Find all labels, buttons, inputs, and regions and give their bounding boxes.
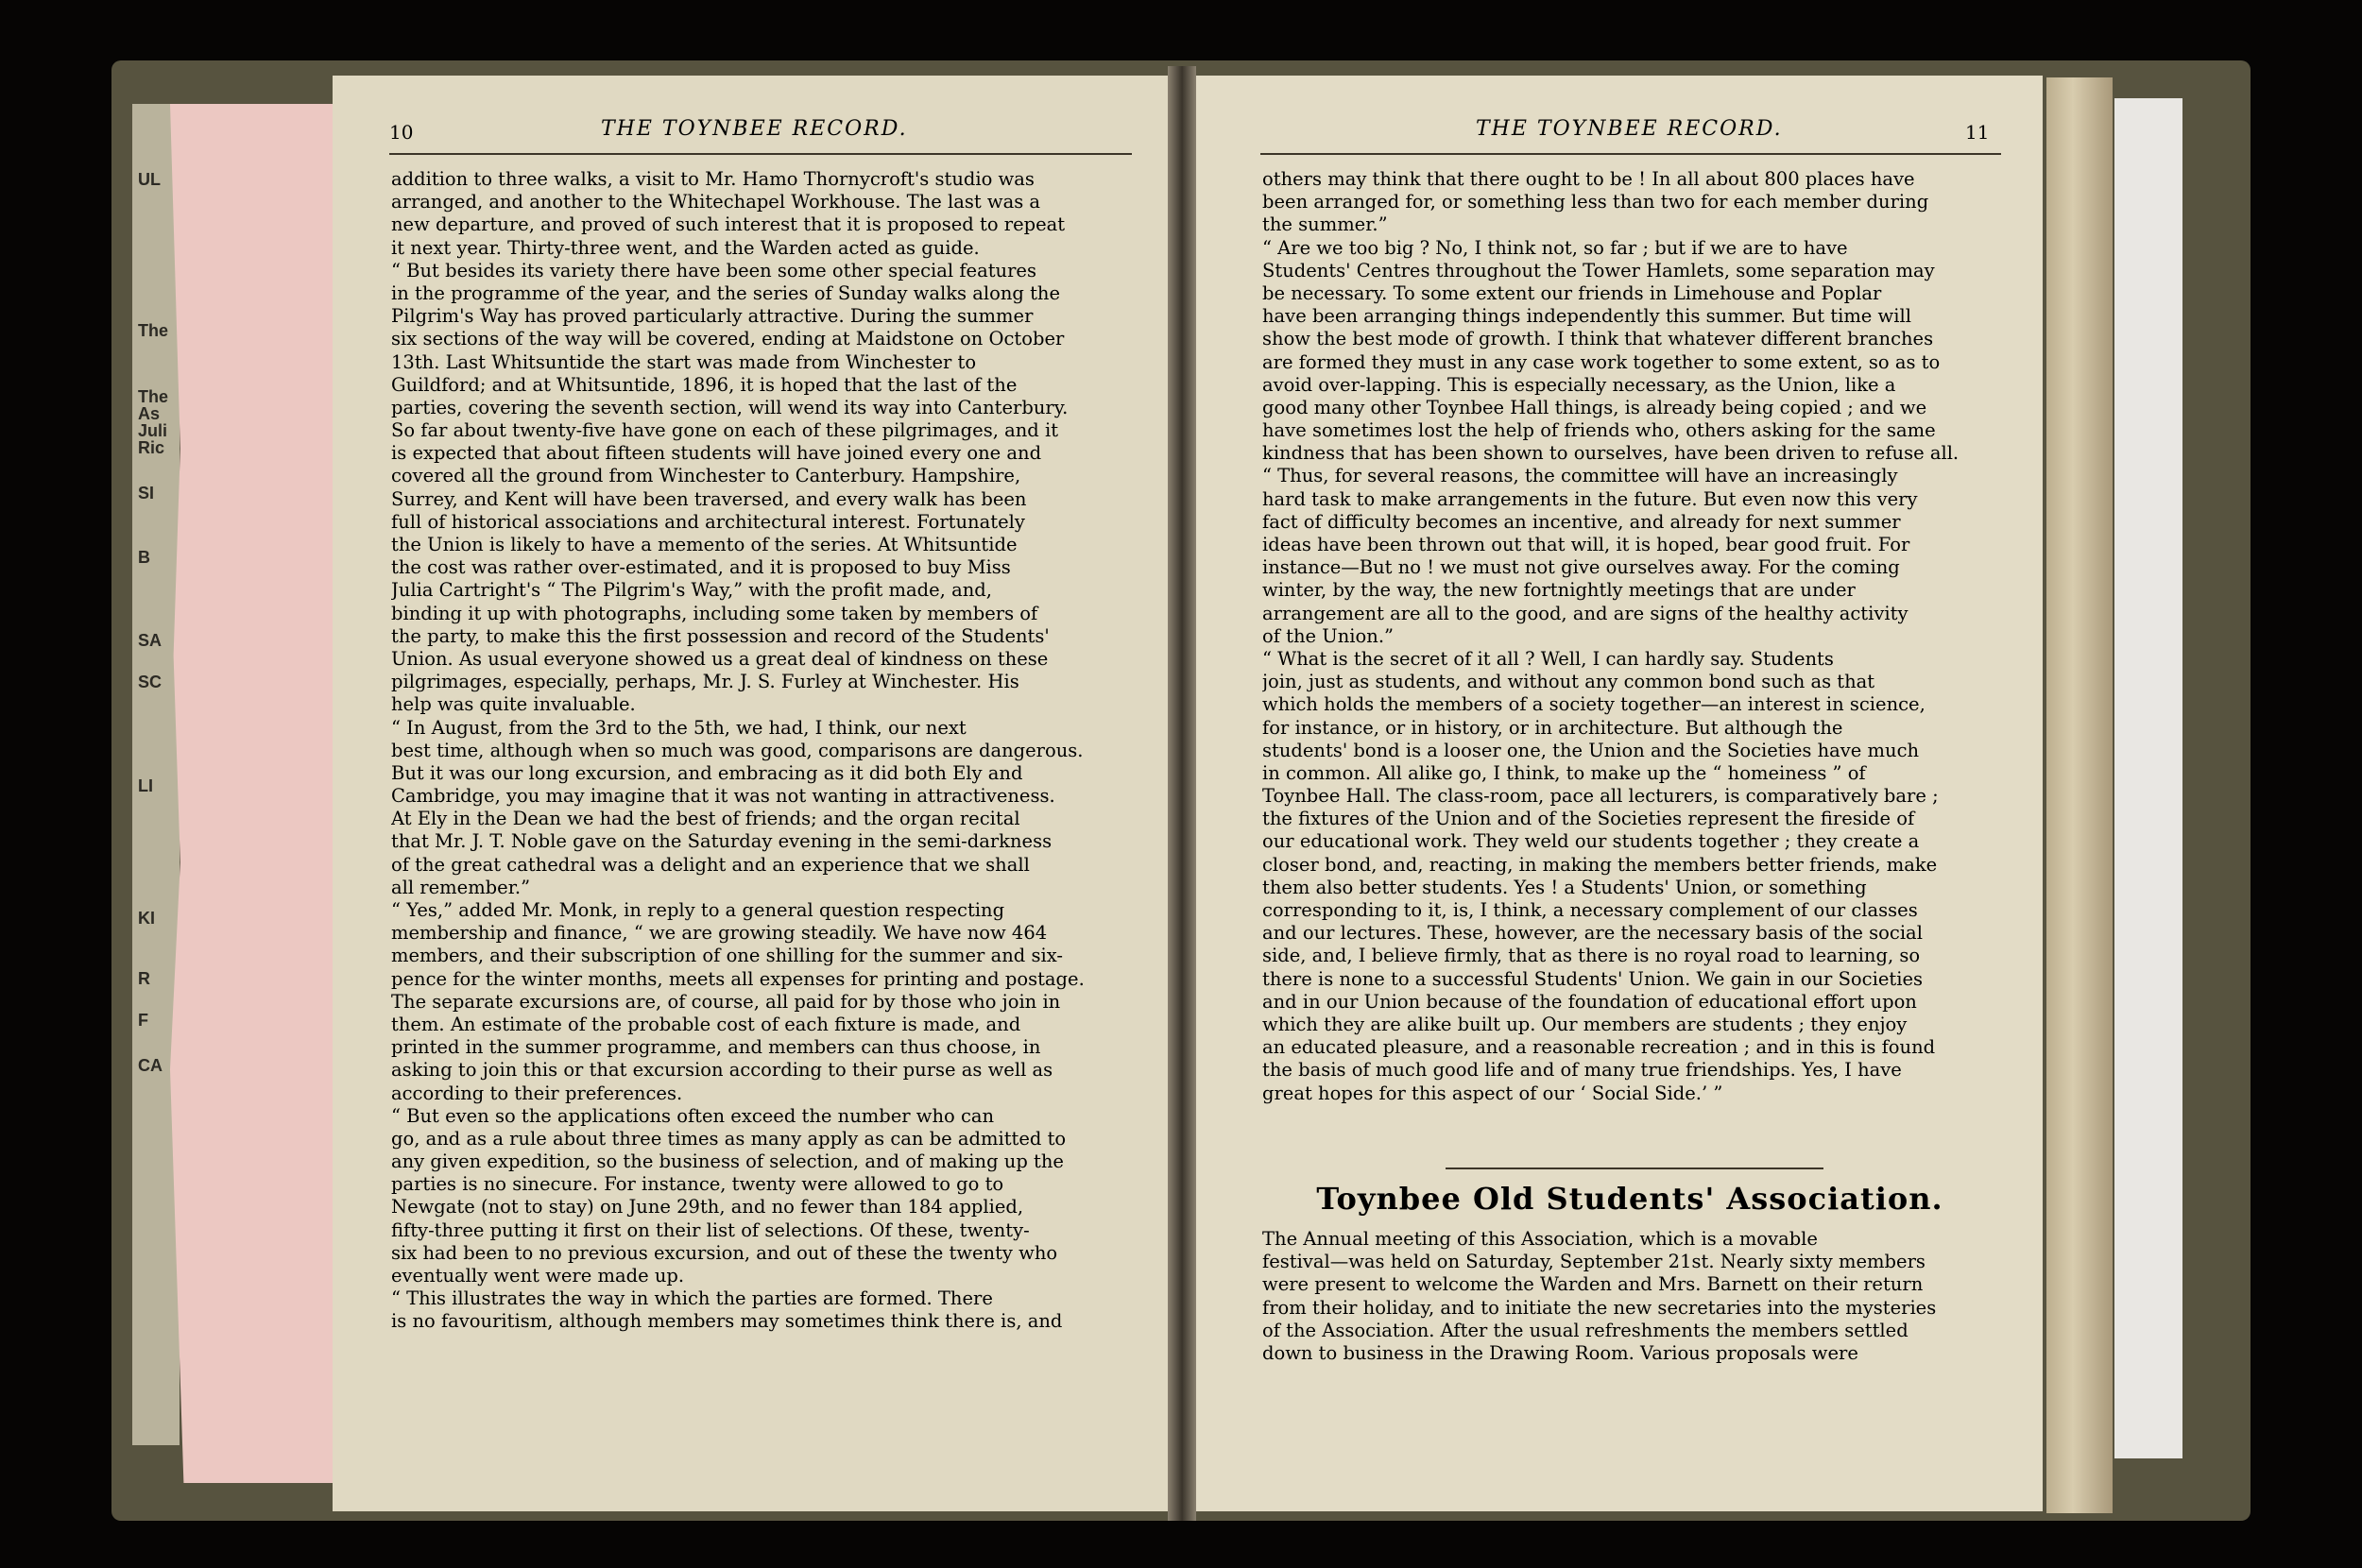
text-line: binding it up with photographs, including some taken by members of: [391, 602, 1038, 624]
fragment-letter: SA: [138, 631, 163, 650]
text-line: be necessary. To some extent our friends in Limehouse and Poplar: [1262, 281, 1882, 304]
right-running-head: THE TOYNBEE RECORD.: [1476, 117, 1783, 141]
text-line: have sometimes lost the help of friends who, others asking for the same: [1262, 419, 1936, 442]
text-line: “ But besides its variety there have been some other special features: [391, 259, 1036, 281]
text-line: all remember.”: [391, 876, 531, 898]
text-line: great hopes for this aspect of our ‘ Social Side.’ ”: [1262, 1082, 1723, 1104]
text-line: in the programme of the year, and the series of Sunday walks along the: [391, 281, 1061, 304]
fragment-letter: Juli: [138, 421, 168, 440]
text-line: the fixtures of the Union and of the Societies represent the fireside of: [1262, 808, 1915, 830]
text-line: festival—was held on Saturday, September 21st. Nearly sixty members: [1262, 1251, 1926, 1273]
fragment-letter: SI: [138, 484, 155, 503]
left-page-number: 10: [389, 121, 414, 144]
text-line: best time, although when so much was good, comparisons are dangerous.: [391, 739, 1084, 761]
fragment-letter: R: [138, 969, 150, 988]
text-line: full of historical associations and architectural interest. Fortunately: [391, 510, 1025, 533]
text-line: asking to join this or that excursion according to their purse as well as: [391, 1059, 1053, 1082]
text-line: the Union is likely to have a memento of the series. At Whitsuntide: [391, 534, 1018, 555]
text-line: winter, by the way, the new fortnightly meetings that are under: [1262, 579, 1856, 602]
text-line: new departure, and proved of such interest that it is proposed to repeat: [391, 213, 1066, 236]
text-line: parties, covering the seventh section, will wend its way into Canterbury.: [391, 396, 1069, 418]
text-line: the basis of much good life and of many true friendships. Yes, I have: [1262, 1059, 1902, 1082]
text-line: addition to three walks, a visit to Mr. Hamo Thornycroft's studio was: [391, 168, 1035, 190]
text-line: show the best mode of growth. I think that whatever different branches: [1262, 328, 1934, 350]
text-line: down to business in the Drawing Room. Various proposals were: [1262, 1341, 1858, 1364]
fragment-letter: KI: [138, 909, 155, 928]
text-line: fact of difficulty becomes an incentive, and already for next summer: [1262, 510, 1901, 533]
fragment-letter: SC: [138, 673, 163, 691]
text-line: the summer.”: [1262, 213, 1388, 236]
text-line: membership and finance, “ we are growing steadily. We have now 464: [391, 922, 1048, 945]
section-heading: Toynbee Old Students' Association.: [1316, 1181, 1943, 1217]
text-line: Surrey, and Kent will have been traversed, and every walk has been: [391, 487, 1027, 510]
right-body-text: [1262, 168, 1997, 1105]
text-line: “ Thus, for several reasons, the committee will have an increasingly: [1262, 465, 1898, 487]
text-line: hard task to make arrangements in the future. But even now this very: [1262, 487, 1918, 510]
fragment-letter: As: [138, 404, 161, 423]
text-line: members, and their subscription of one shilling for the summer and six-: [391, 945, 1063, 967]
text-line: the cost was rather over-estimated, and it is proposed to buy Miss: [391, 556, 1011, 579]
text-line: is no favouritism, although members may sometimes think there is, and: [391, 1310, 1063, 1333]
text-line: been arranged for, or something less than two for each member during: [1262, 191, 1929, 213]
right-page-number: 11: [1965, 121, 1990, 144]
text-line: The separate excursions are, of course, all paid for by those who join in: [391, 990, 1061, 1013]
text-line: the party, to make this the first possession and record of the Students': [391, 624, 1050, 647]
text-line: arrangement are all to the good, and are signs of the healthy activity: [1262, 602, 1908, 624]
fragment-letter: F: [138, 1011, 148, 1030]
fragment-letter: CA: [138, 1056, 163, 1075]
fragment-letter: The: [138, 321, 169, 340]
text-line: and our lectures. These, however, are the necessary basis of the social: [1262, 922, 1923, 945]
book-gutter: [1168, 66, 1196, 1521]
text-line: is expected that about fifteen students will have joined every one and: [391, 442, 1042, 465]
text-line: Julia Cartright's “ The Pilgrim's Way,” with the profit made, and,: [391, 579, 992, 602]
text-line: Toynbee Hall. The class-room, pace all lecturers, is comparatively bare ;: [1262, 785, 1939, 808]
text-line: of the Association. After the usual refreshments the members settled: [1262, 1319, 1908, 1341]
text-line: kindness that has been shown to ourselves, have been driven to refuse all.: [1262, 442, 1960, 465]
text-line: pence for the winter months, meets all expenses for printing and postage.: [391, 967, 1085, 990]
text-line: “ Are we too big ? No, I think not, so far ; but if we are to have: [1262, 236, 1848, 259]
text-line: go, and as a rule about three times as many apply as can be admitted to: [391, 1127, 1067, 1150]
text-line: help was quite invaluable.: [391, 693, 636, 716]
left-header-rule: [389, 153, 1132, 155]
text-line: “ Yes,” added Mr. Monk, in reply to a general question respecting: [391, 899, 1005, 921]
text-line: in common. All alike go, I think, to make up the “ homeiness ” of: [1262, 761, 1866, 784]
text-line: any given expedition, so the business of selection, and of making up the: [391, 1150, 1064, 1173]
text-line: printed in the summer programme, and members can thus choose, in: [391, 1036, 1041, 1059]
fragment-letter: LI: [138, 776, 153, 795]
text-line: covered all the ground from Winchester to Canterbury. Hampshire,: [391, 465, 1021, 487]
fragment-letter: B: [138, 548, 150, 567]
text-line: fifty-three putting it first on their list of selections. Of these, twenty-: [391, 1219, 1030, 1241]
text-line: of the great cathedral was a delight and an experience that we shall: [391, 853, 1030, 876]
text-line: ideas have been thrown out that will, it is hoped, bear good fruit. For: [1262, 534, 1910, 555]
text-line: “ In August, from the 3rd to the 5th, we had, I think, our next: [391, 716, 967, 739]
text-line: corresponding to it, is, I think, a necessary complement of our classes: [1262, 899, 1918, 921]
text-line: for instance, or in history, or in architecture. But although the: [1262, 716, 1843, 739]
text-line: which holds the members of a society together—an interest in science,: [1262, 693, 1926, 716]
text-line: Newgate (not to stay) on June 29th, and no fewer than 184 applied,: [391, 1196, 1024, 1219]
text-line: eventually went were made up.: [391, 1265, 685, 1287]
text-line: from their holiday, and to initiate the new secretaries into the mysteries: [1262, 1296, 1937, 1319]
text-line: arranged, and another to the Whitechapel Workhouse. The last was a: [391, 191, 1041, 213]
section-rule: [1446, 1167, 1823, 1169]
fragment-letter: UL: [138, 170, 161, 189]
text-line: have been arranging things independently this summer. But time will: [1262, 305, 1911, 328]
text-line: “ What is the secret of it all ? Well, I can hardly say. Students: [1262, 647, 1834, 670]
page-edges: [2046, 77, 2113, 1513]
section-body-text: [1262, 1228, 1997, 1365]
text-line: pilgrimages, especially, perhaps, Mr. J. S. Furley at Winchester. His: [391, 671, 1019, 693]
text-line: 13th. Last Whitsuntide the start was made from Winchester to: [391, 350, 977, 373]
text-line: them also better students. Yes ! a Students' Union, or something: [1262, 876, 1867, 898]
fragment-letter: Ric: [138, 438, 165, 457]
text-line: it next year. Thirty-three went, and the Warden acted as guide.: [391, 236, 980, 259]
text-line: Cambridge, you may imagine that it was not wanting in attractiveness.: [391, 785, 1055, 808]
inserted-slip: [2114, 98, 2182, 1458]
text-line: Union. As usual everyone showed us a great deal of kindness on these: [391, 647, 1049, 670]
text-line: six sections of the way will be covered, ending at Maidstone on October: [391, 328, 1065, 350]
text-line: Pilgrim's Way has proved particularly attractive. During the summer: [391, 305, 1034, 328]
text-line: our educational work. They weld our students together ; they create a: [1262, 830, 1920, 853]
text-line: of the Union.”: [1262, 624, 1394, 647]
previous-page-fragment: [132, 104, 180, 1445]
text-line: students' bond is a looser one, the Union and the Societies have much: [1262, 739, 1920, 761]
text-line: So far about twenty-five have gone on each of these pilgrimages, and it: [391, 419, 1059, 442]
text-line: “ This illustrates the way in which the parties are formed. There: [391, 1287, 993, 1310]
text-line: which they are alike built up. Our members are students ; they enjoy: [1262, 1013, 1908, 1035]
text-line: At Ely in the Dean we had the best of friends; and the organ recital: [391, 808, 1020, 830]
text-line: an educated pleasure, and a reasonable recreation ; and in this is found: [1262, 1036, 1936, 1059]
text-line: parties is no sinecure. For instance, twenty were allowed to go to: [391, 1173, 1004, 1196]
right-header-rule: [1260, 153, 2001, 155]
text-line: avoid over-lapping. This is especially necessary, as the Union, like a: [1262, 373, 1896, 396]
text-line: “ But even so the applications often exceed the number who can: [391, 1104, 995, 1127]
text-line: according to their preferences.: [391, 1082, 683, 1104]
left-body-text: [391, 168, 1122, 1334]
left-running-head: THE TOYNBEE RECORD.: [601, 117, 908, 141]
text-line: others may think that there ought to be ! In all about 800 places have: [1262, 168, 1915, 190]
text-line: join, just as students, and without any common bond such as that: [1262, 671, 1875, 693]
text-line: instance—But no ! we must not give ourselves away. For the coming: [1262, 556, 1900, 579]
text-line: that Mr. J. T. Noble gave on the Saturday evening in the semi-darkness: [391, 830, 1053, 853]
text-line: and in our Union because of the foundation of educational effort upon: [1262, 990, 1917, 1013]
text-line: closer bond, and, reacting, in making the members better friends, make: [1262, 853, 1938, 876]
text-line: them. An estimate of the probable cost of each fixture is made, and: [391, 1013, 1021, 1035]
pink-bookmark-slip: [170, 104, 340, 1483]
text-line: Students' Centres throughout the Tower Hamlets, some separation may: [1262, 259, 1935, 281]
text-line: side, and, I believe firmly, that as there is no royal road to learning, so: [1262, 945, 1921, 967]
text-line: good many other Toynbee Hall things, is already being copied ; and we: [1262, 396, 1927, 418]
text-line: are formed they must in any case work together to some extent, so as to: [1262, 350, 1941, 373]
text-line: were present to welcome the Warden and Mrs. Barnett on their return: [1262, 1273, 1924, 1296]
fragment-letter: The: [138, 387, 169, 406]
text-line: six had been to no previous excursion, and out of these the twenty who: [391, 1241, 1058, 1264]
text-line: The Annual meeting of this Association, which is a movable: [1262, 1228, 1818, 1250]
text-line: there is none to a successful Students' Union. We gain in our Societies: [1262, 967, 1923, 990]
text-line: But it was our long excursion, and embracing as it did both Ely and: [391, 761, 1023, 784]
text-line: Guildford; and at Whitsuntide, 1896, it is hoped that the last of the: [391, 373, 1018, 396]
